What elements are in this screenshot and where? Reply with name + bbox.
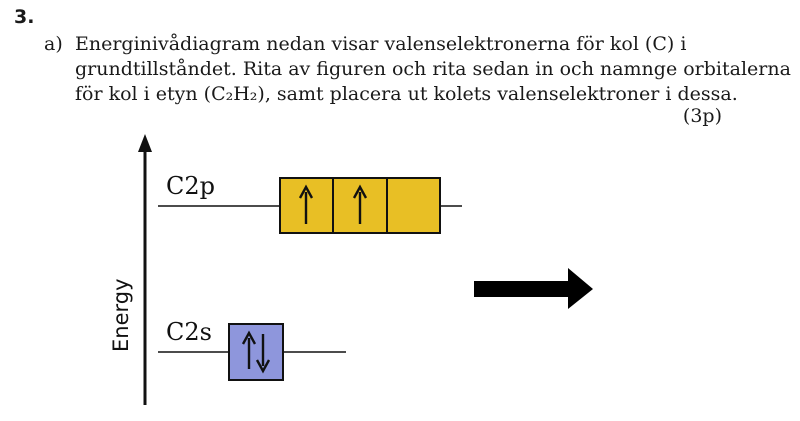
energy-axis-arrowhead: [138, 134, 152, 152]
c2s-label: C2s: [166, 318, 212, 346]
right-arrow-icon: [474, 268, 593, 309]
c2p-label: C2p: [166, 172, 215, 200]
question-text-line: för kol i etyn (C₂H₂), samt placera ut kolets valenselektroner i dessa.: [75, 83, 738, 105]
question-number: 3.: [14, 6, 35, 28]
part-label: a): [44, 33, 63, 55]
energy-axis-label: Energy: [109, 278, 133, 352]
question-text-line: Energinivådiagram nedan visar valenselektronerna för kol (C) i: [75, 33, 687, 55]
points-label: (3p): [682, 105, 722, 127]
c2s-orbital-box: [229, 324, 283, 380]
question-text-line: grundtillståndet. Rita av figuren och rita sedan in och namnge orbitalerna: [75, 58, 791, 80]
